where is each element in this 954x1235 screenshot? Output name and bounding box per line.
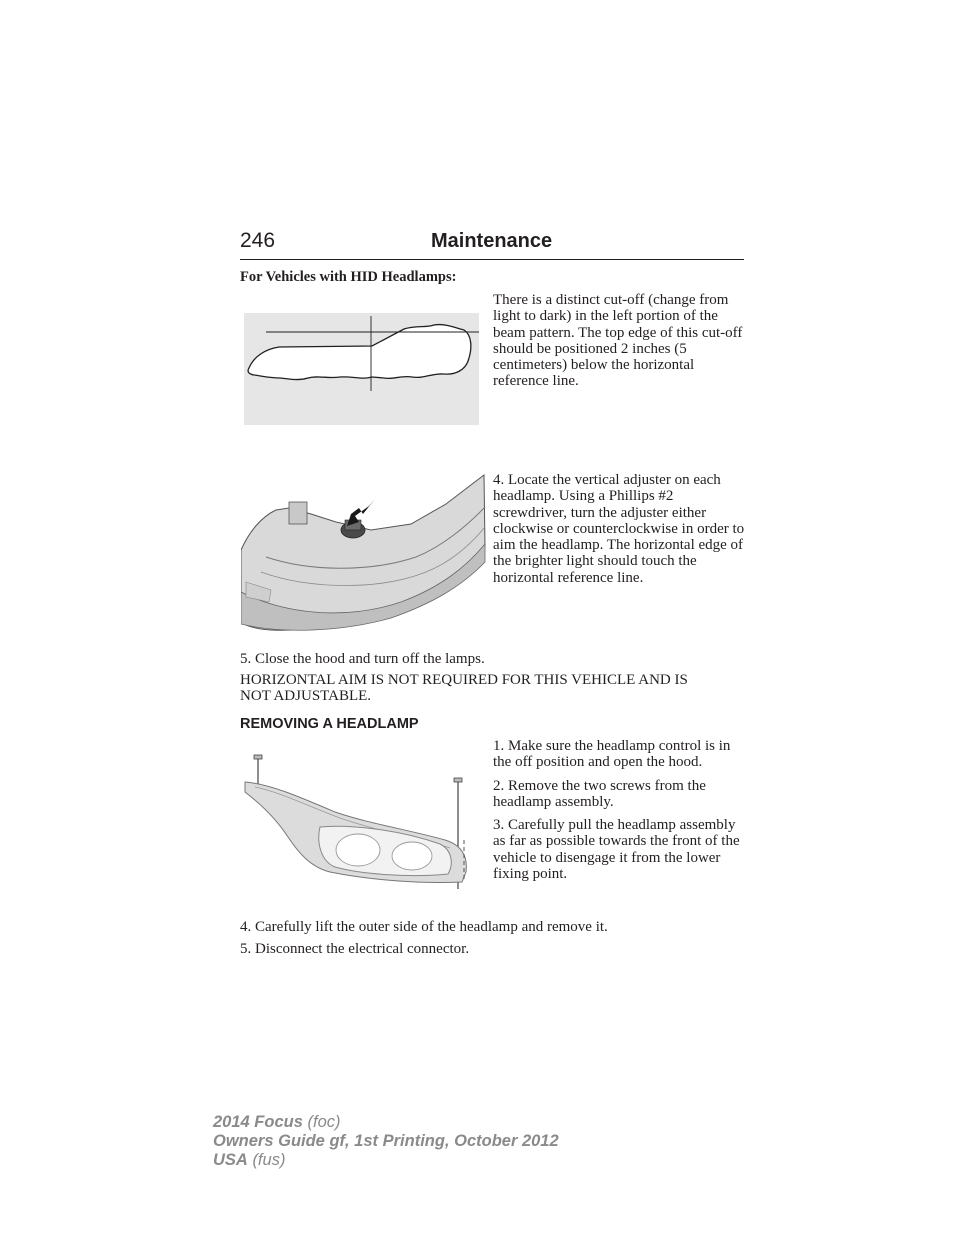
removing-headlamp-heading: REMOVING A HEADLAMP xyxy=(240,716,419,732)
removal-step-4: 4. Carefully lift the outer side of the headlamp and remove it. xyxy=(240,919,608,935)
horizontal-aim-note: HORIZONTAL AIM IS NOT REQUIRED FOR THIS VEHICLE AND IS NOT ADJUSTABLE. xyxy=(240,672,688,705)
removal-step-1: 1. Make sure the headlamp control is in the off position and open the hood. xyxy=(493,738,731,771)
mounting-bracket xyxy=(289,502,307,524)
hid-heading: For Vehicles with HID Headlamps: xyxy=(240,269,457,285)
step5-close-hood: 5. Close the hood and turn off the lamps. xyxy=(240,651,485,667)
document-footer xyxy=(213,1113,559,1170)
step4-aim: 4. Locate the vertical adjuster on each headlamp. Using a Phillips #2 screwdriver, turn the adjuster either clockwise or counterclockwise in order to aim the headlamp. The horizontal edge of the brighter light should touch the horizontal reference line. xyxy=(493,472,745,586)
screw-icon xyxy=(254,755,262,784)
removal-step-2: 2. Remove the two screws from the headlamp assembly. xyxy=(493,777,706,810)
footer-model: 2014 Focus xyxy=(213,1113,303,1131)
headlamp-assembly-figure xyxy=(240,752,480,892)
footer-market-code: (fus) xyxy=(252,1151,286,1169)
footer-line-2 xyxy=(213,1132,559,1151)
page-number: 246 xyxy=(240,229,276,252)
removal-steps xyxy=(493,738,745,882)
footer-line-3 xyxy=(213,1151,559,1170)
footer-line-1 xyxy=(213,1113,559,1132)
beam-pattern-figure xyxy=(244,313,479,425)
removal-step-5: 5. Disconnect the electrical connector. xyxy=(240,941,470,957)
section-title: Maintenance xyxy=(431,230,553,252)
reflector xyxy=(392,842,432,870)
vertical-adjuster-figure xyxy=(241,472,486,634)
footer-guide: Owners Guide gf, 1st Printing, October 2012 xyxy=(213,1132,559,1150)
footer-model-code: (foc) xyxy=(307,1113,341,1131)
removal-step-3: 3. Carefully pull the headlamp assembly as far as possible towards the front of the vehicle to disengage it from the lower fixing point. xyxy=(493,817,740,883)
reflector xyxy=(336,834,380,866)
cutoff-paragraph: There is a distinct cut-off (change from light to dark) in the left portion of the beam pattern. The top edge of this cut-off should be positioned 2 inches (5 centimeters) below the horizontal reference line. xyxy=(493,292,743,390)
header-divider xyxy=(240,259,744,260)
footer-market: USA xyxy=(213,1151,248,1169)
